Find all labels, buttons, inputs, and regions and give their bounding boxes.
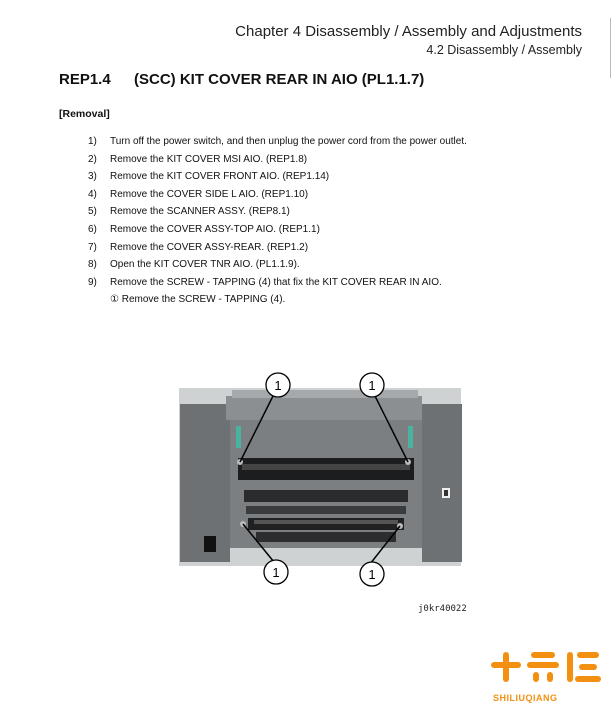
substep-item: ① Remove the SCREW - TAPPING (4). bbox=[110, 294, 286, 306]
green-lever-left bbox=[236, 426, 241, 448]
svg-text:1: 1 bbox=[368, 567, 376, 582]
step-item: 5) Remove the SCANNER ASSY. (REP8.1) bbox=[88, 206, 290, 218]
procedure-name: (SCC) KIT COVER REAR IN AIO (PL1.1.7) bbox=[134, 71, 425, 88]
callout-1-bottom-right bbox=[360, 562, 384, 586]
step-item: 2) Remove the KIT COVER MSI AIO. (REP1.8) bbox=[88, 153, 308, 165]
step-item: 4) Remove the COVER SIDE L AIO. (REP1.10) bbox=[88, 188, 309, 200]
chapter-heading: Chapter 4 Disassembly / Assembly and Adjustments bbox=[235, 23, 582, 40]
step-item: 3) Remove the KIT COVER FRONT AIO. (REP1.14) bbox=[88, 171, 330, 183]
right-side-panel bbox=[422, 404, 462, 562]
section-heading: 4.2 Disassembly / Assembly bbox=[426, 43, 582, 57]
green-lever-right bbox=[408, 426, 413, 448]
callout-1-top-right bbox=[360, 373, 384, 397]
header-rule bbox=[610, 18, 611, 78]
printer-rear-figure bbox=[176, 330, 466, 620]
watermark-text: SHILIUQIANG bbox=[493, 693, 558, 703]
procedure-title bbox=[59, 71, 424, 88]
callout-1-bottom-left bbox=[264, 560, 288, 584]
procedure-code: REP1.4 bbox=[59, 71, 111, 88]
svg-text:1: 1 bbox=[272, 565, 280, 580]
svg-text:1: 1 bbox=[368, 378, 376, 393]
step-list bbox=[88, 133, 467, 309]
svg-text:1: 1 bbox=[274, 378, 282, 393]
step-item: 6) Remove the COVER ASSY-TOP AIO. (REP1.1) bbox=[88, 223, 320, 235]
callout-1-top-left bbox=[266, 373, 290, 397]
step-item: 9) Remove the SCREW - TAPPING (4) that fix the KIT COVER REAR IN AIO. bbox=[88, 276, 442, 288]
step-item: 8) Open the KIT COVER TNR AIO. (PL1.1.9). bbox=[88, 259, 300, 271]
step-item: 7) Remove the COVER ASSY-REAR. (REP1.2) bbox=[88, 241, 309, 253]
removal-label: [Removal] bbox=[59, 108, 110, 120]
step-item: 1) Turn off the power switch, and then unplug the power cord from the power outlet. bbox=[88, 136, 467, 147]
figure-caption: j0kr40022 bbox=[418, 604, 467, 614]
